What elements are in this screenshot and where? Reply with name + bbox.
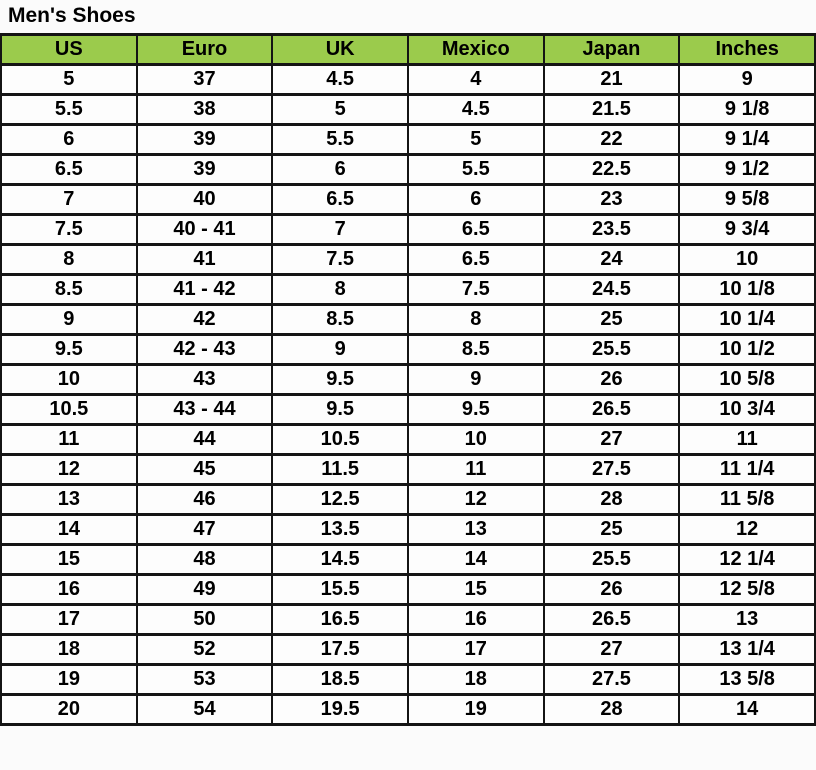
table-cell: 54: [137, 695, 273, 725]
table-cell: 37: [137, 65, 273, 95]
table-cell: 26.5: [544, 395, 680, 425]
table-cell: 5.5: [408, 155, 544, 185]
column-header-euro: Euro: [137, 35, 273, 65]
table-cell: 21: [544, 65, 680, 95]
table-cell: 8.5: [408, 335, 544, 365]
table-row: [1, 665, 815, 695]
table-cell: 13: [1, 485, 137, 515]
table-cell: 7: [272, 215, 408, 245]
table-cell: 17.5: [272, 635, 408, 665]
table-cell: 7.5: [408, 275, 544, 305]
table-row: [1, 545, 815, 575]
table-cell: 8.5: [272, 305, 408, 335]
table-cell: 12: [408, 485, 544, 515]
table-cell: 12 5/8: [679, 575, 815, 605]
table-cell: 16: [408, 605, 544, 635]
table-row: [1, 365, 815, 395]
table-cell: 9: [679, 65, 815, 95]
table-cell: 9: [408, 365, 544, 395]
table-cell: 6.5: [408, 215, 544, 245]
table-cell: 27: [544, 425, 680, 455]
table-row: [1, 635, 815, 665]
table-cell: 5.5: [272, 125, 408, 155]
table-cell: 7: [1, 185, 137, 215]
table-cell: 43: [137, 365, 273, 395]
table-cell: 16: [1, 575, 137, 605]
table-cell: 23: [544, 185, 680, 215]
table-cell: 25: [544, 515, 680, 545]
table-cell: 10: [1, 365, 137, 395]
table-cell: 40: [137, 185, 273, 215]
table-cell: 13.5: [272, 515, 408, 545]
size-chart-header: [1, 35, 815, 65]
table-cell: 10 1/4: [679, 305, 815, 335]
table-cell: 47: [137, 515, 273, 545]
table-cell: 10: [679, 245, 815, 275]
table-cell: 5: [272, 95, 408, 125]
table-row: [1, 305, 815, 335]
table-cell: 9 1/2: [679, 155, 815, 185]
table-row: [1, 125, 815, 155]
table-cell: 5: [408, 125, 544, 155]
table-cell: 8: [408, 305, 544, 335]
table-cell: 23.5: [544, 215, 680, 245]
table-cell: 18: [408, 665, 544, 695]
table-cell: 27.5: [544, 455, 680, 485]
table-cell: 14: [408, 545, 544, 575]
table-cell: 12.5: [272, 485, 408, 515]
table-cell: 25.5: [544, 545, 680, 575]
table-cell: 9.5: [408, 395, 544, 425]
table-cell: 44: [137, 425, 273, 455]
table-cell: 18: [1, 635, 137, 665]
table-cell: 10.5: [272, 425, 408, 455]
table-row: [1, 215, 815, 245]
table-cell: 15.5: [272, 575, 408, 605]
table-cell: 28: [544, 485, 680, 515]
table-cell: 9.5: [272, 365, 408, 395]
table-cell: 26.5: [544, 605, 680, 635]
table-cell: 18.5: [272, 665, 408, 695]
table-cell: 5: [1, 65, 137, 95]
column-header-us: US: [1, 35, 137, 65]
table-cell: 21.5: [544, 95, 680, 125]
table-cell: 42: [137, 305, 273, 335]
column-header-uk: UK: [272, 35, 408, 65]
table-cell: 19: [408, 695, 544, 725]
table-row: [1, 185, 815, 215]
table-row: [1, 65, 815, 95]
table-cell: 10 5/8: [679, 365, 815, 395]
table-cell: 9 5/8: [679, 185, 815, 215]
table-cell: 6: [408, 185, 544, 215]
column-header-mexico: Mexico: [408, 35, 544, 65]
table-cell: 16.5: [272, 605, 408, 635]
table-cell: 9.5: [272, 395, 408, 425]
table-cell: 53: [137, 665, 273, 695]
table-cell: 14: [1, 515, 137, 545]
table-row: [1, 515, 815, 545]
table-cell: 10: [408, 425, 544, 455]
column-header-japan: Japan: [544, 35, 680, 65]
table-cell: 7.5: [1, 215, 137, 245]
table-cell: 46: [137, 485, 273, 515]
table-cell: 6.5: [1, 155, 137, 185]
table-cell: 14: [679, 695, 815, 725]
table-cell: 48: [137, 545, 273, 575]
table-cell: 27.5: [544, 665, 680, 695]
table-cell: 28: [544, 695, 680, 725]
table-row: [1, 245, 815, 275]
table-row: [1, 275, 815, 305]
table-cell: 25.5: [544, 335, 680, 365]
table-cell: 15: [1, 545, 137, 575]
table-cell: 11: [1, 425, 137, 455]
table-row: [1, 485, 815, 515]
page-title: Men's Shoes: [8, 4, 136, 27]
table-cell: 50: [137, 605, 273, 635]
table-cell: 11: [679, 425, 815, 455]
table-cell: 41: [137, 245, 273, 275]
table-row: [1, 335, 815, 365]
table-cell: 9 1/8: [679, 95, 815, 125]
table-row: [1, 395, 815, 425]
table-cell: 4.5: [408, 95, 544, 125]
table-cell: 15: [408, 575, 544, 605]
table-cell: 49: [137, 575, 273, 605]
table-row: [1, 695, 815, 725]
table-cell: 13 1/4: [679, 635, 815, 665]
table-cell: 45: [137, 455, 273, 485]
size-chart-table: [0, 33, 816, 726]
table-cell: 9 1/4: [679, 125, 815, 155]
table-row: [1, 455, 815, 485]
table-cell: 10 1/8: [679, 275, 815, 305]
table-cell: 11 5/8: [679, 485, 815, 515]
table-cell: 19: [1, 665, 137, 695]
table-row: [1, 575, 815, 605]
table-cell: 10.5: [1, 395, 137, 425]
table-cell: 52: [137, 635, 273, 665]
table-row: [1, 155, 815, 185]
table-cell: 17: [1, 605, 137, 635]
table-cell: 7.5: [272, 245, 408, 275]
header-row: [1, 35, 815, 65]
table-cell: 43 - 44: [137, 395, 273, 425]
table-cell: 26: [544, 575, 680, 605]
table-cell: 13: [679, 605, 815, 635]
table-cell: 9.5: [1, 335, 137, 365]
column-header-inches: Inches: [679, 35, 815, 65]
table-cell: 6.5: [272, 185, 408, 215]
table-cell: 12 1/4: [679, 545, 815, 575]
table-cell: 22.5: [544, 155, 680, 185]
table-row: [1, 605, 815, 635]
table-cell: 39: [137, 125, 273, 155]
table-cell: 22: [544, 125, 680, 155]
table-cell: 10 3/4: [679, 395, 815, 425]
table-cell: 14.5: [272, 545, 408, 575]
table-cell: 4: [408, 65, 544, 95]
table-row: [1, 425, 815, 455]
table-cell: 4.5: [272, 65, 408, 95]
table-cell: 11 1/4: [679, 455, 815, 485]
table-cell: 19.5: [272, 695, 408, 725]
table-cell: 9 3/4: [679, 215, 815, 245]
table-cell: 20: [1, 695, 137, 725]
table-cell: 6: [272, 155, 408, 185]
table-cell: 12: [1, 455, 137, 485]
table-cell: 5.5: [1, 95, 137, 125]
table-cell: 13 5/8: [679, 665, 815, 695]
table-cell: 24: [544, 245, 680, 275]
table-cell: 41 - 42: [137, 275, 273, 305]
table-cell: 42 - 43: [137, 335, 273, 365]
table-cell: 9: [272, 335, 408, 365]
table-cell: 11: [408, 455, 544, 485]
table-cell: 40 - 41: [137, 215, 273, 245]
table-cell: 12: [679, 515, 815, 545]
table-cell: 6.5: [408, 245, 544, 275]
table-cell: 25: [544, 305, 680, 335]
table-cell: 8: [272, 275, 408, 305]
table-cell: 27: [544, 635, 680, 665]
size-chart-body: [1, 65, 815, 725]
table-cell: 8: [1, 245, 137, 275]
table-cell: 17: [408, 635, 544, 665]
table-cell: 9: [1, 305, 137, 335]
table-cell: 8.5: [1, 275, 137, 305]
table-cell: 6: [1, 125, 137, 155]
table-cell: 26: [544, 365, 680, 395]
table-cell: 11.5: [272, 455, 408, 485]
table-cell: 24.5: [544, 275, 680, 305]
table-cell: 10 1/2: [679, 335, 815, 365]
table-cell: 13: [408, 515, 544, 545]
table-cell: 38: [137, 95, 273, 125]
table-cell: 39: [137, 155, 273, 185]
table-row: [1, 95, 815, 125]
